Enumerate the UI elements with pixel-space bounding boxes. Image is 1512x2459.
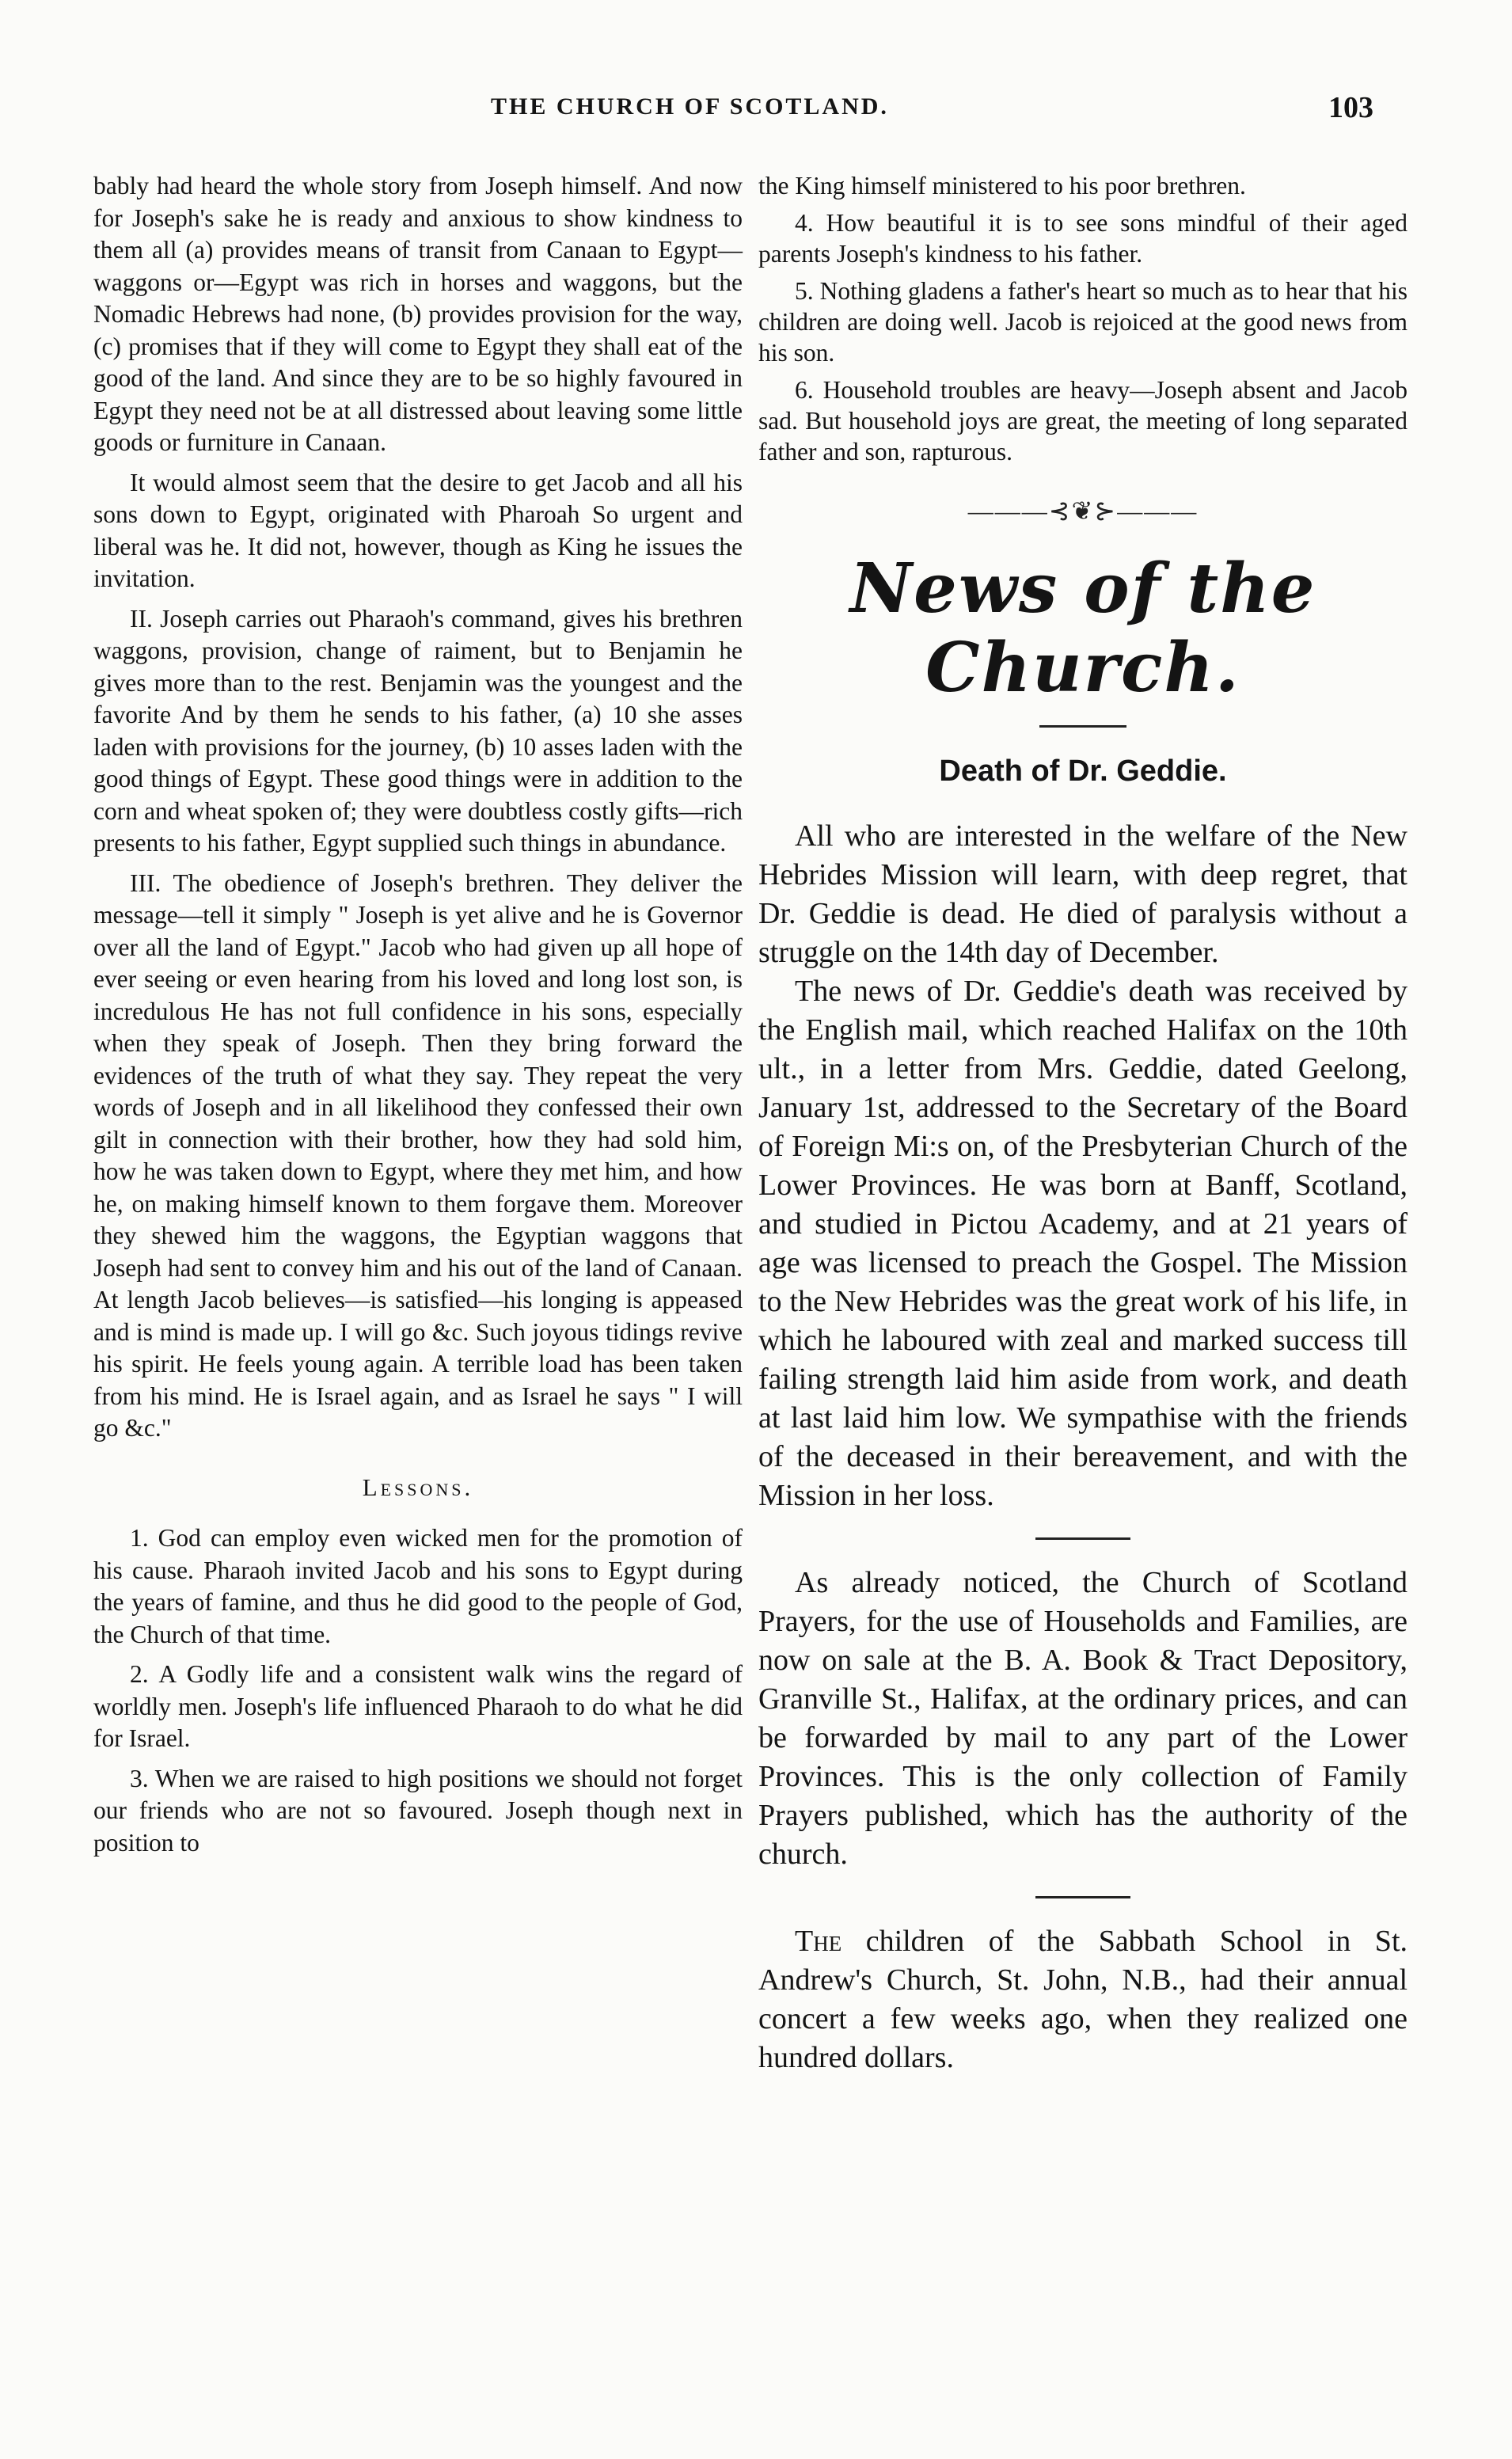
lesson-item: 3. When we are raised to high positions we should not forget our friends who are not so favoured. Joseph though next in position to	[93, 1764, 743, 1857]
running-header	[0, 93, 1512, 133]
lesson-continued-text: the King himself ministered to his poor brethren.	[758, 172, 1246, 200]
lesson-item: 1. God can employ even wicked men for the promotion of his cause. Pharaoh invited Jacob and his sons to Egypt during the years of famine, and thus he did good to the people of God, the Church of that time.	[93, 1524, 743, 1648]
article-body	[758, 817, 1408, 2077]
lessons-heading: Lessons.	[362, 1473, 474, 1501]
sabbath-school-paragraph	[758, 1922, 1408, 2077]
paragraph-continued: bably had heard the whole story from Joseph himself. And now for Joseph's sake he is ready and anxious to show kindness to them all (a) provides means of transit from Canaan to Egypt—waggons or—Egypt was rich in horses and waggons, but the Nomadic Hebrews had none, (b) provides provision for the way, (c) promises that if they will come to Egypt they shall eat of the good of the land. And since they are to be so highly favoured in Egypt they need not be at all distressed about leaving some little goods or furniture in Canaan.	[93, 172, 743, 456]
page-number: 103	[1328, 91, 1373, 124]
lesson-item: 5. Nothing gladens a father's heart so much as to hear that his children are doing well. Jacob is rejoiced at the good news from his son.	[758, 277, 1408, 367]
lesson-item: 6. Household troubles are heavy—Joseph absent and Jacob sad. But household joys are great, the meeting of long separated father and son, rapturous.	[758, 376, 1408, 466]
ornamental-divider: ———⊰❦⊱———	[967, 496, 1199, 525]
section-title: News of the Church.	[849, 549, 1316, 708]
lesson-item: 4. How beautiful it is to see sons mindful of their aged parents Joseph's kindness to his father.	[758, 209, 1408, 268]
right-column	[758, 170, 1408, 2077]
paragraph-section-ii: II. Joseph carries out Pharaoh's command, gives his brethren waggons, provision, change of raiment, but to Benjamin he gives more than to the rest. Benjamin was the youngest and the favorite And by them he sends to his father, (a) 10 she asses laden with provisions for the journey, (b) 10 asses laden with the good things of Egypt. These good things were in addition to the corn and wheat spoken of; they were doubtless costly gifts—rich presents to his father, Egypt supplied such things in abundance.	[93, 604, 743, 857]
paragraph-text: children of the Sabbath School in St. Andrew's Church, St. John, N.B., had their annual concert a few weeks ago, when they realized one hundred dollars.	[758, 1925, 1408, 2074]
paragraph-pharaoh-invitation: It would almost seem that the desire to get Jacob and all his sons down to Egypt, originated with Pharoah So urgent and liberal was he. It did not, however, though as King he issues the invitation.	[93, 468, 743, 592]
lesson-item: 2. A Godly life and a consistent walk wins the regard of worldly men. Joseph's life influenced Pharaoh to do what he did for Israel.	[93, 1660, 743, 1752]
lessons-continued	[758, 170, 1408, 467]
running-title: THE CHURCH OF SCOTLAND.	[491, 93, 889, 120]
paragraph-section-iii: III. The obedience of Joseph's brethren. They deliver the message—tell it simply " Joseph is yet alive and he is Governor over all the land of Egypt." Jacob who had given up all hope of ever seeing or even hearing from his loved and long lost son, is incredulous He has not full confidence in his sons, especially when they speak of Joseph. Then they bring forward the evidences of the truth of what they say. They repeat the very words of Joseph and in all likelihood they confessed their own gilt in connection with their brother, how they had sold him, how he was taken down to Egypt, where they met him, and how he, on making himself known to them forgave them. Moreover they shewed him the waggons, the Egyptian waggons that Joseph had sent to convey him and his out of the land of Canaan. At length Jacob believes—is satisfied—his longing is appeased and is mind is made up. I will go &c. Such joyous tidings revive his spirit. He feels young again. A terrible load has been taken from his mind. He is Israel again, and as Israel he says " I will go &c."	[93, 868, 743, 1442]
article-title: Death of Dr. Geddie.	[939, 754, 1227, 788]
divider-rule	[1039, 725, 1126, 728]
divider-rule	[1035, 1537, 1130, 1540]
divider-rule	[1035, 1896, 1130, 1898]
article-paragraph: All who are interested in the welfare of the New Hebrides Mission will learn, with deep regret, that Dr. Geddie is dead. He died of paralysis without a struggle on the 14th day of December.	[758, 819, 1408, 969]
left-column	[93, 170, 743, 1867]
article-paragraph: The news of Dr. Geddie's death was received by the English mail, which reached Halifax on the 10th ult., in a letter from Mrs. Geddie, dated Geelong, January 1st, addressed to the Secretary of the Board of Foreign Mi:s on, of the Presbyterian Church of the Lower Provinces. He was born at Banff, Scotland, and studied in Pictou Academy, and at 21 years of age was licensed to preach the Gospel. The Mission to the New Hebrides was the great work of his life, in which he laboured with zeal and marked success till failing strength laid him aside from work, and death at last laid him low. We sympathise with the friends of the deceased in their bereavement, and with the Mission in her loss.	[758, 975, 1408, 1512]
lead-word: The	[795, 1925, 842, 1958]
notice-paragraph: As already noticed, the Church of Scotland Prayers, for the use of Households and Families, are now on sale at the B. A. Book & Tract Depository, Granville St., Halifax, at the ordinary prices, and can be forwarded by mail to any part of the Lower Provinces. This is the only collection of Family Prayers published, which has the authority of the church.	[758, 1566, 1408, 1871]
